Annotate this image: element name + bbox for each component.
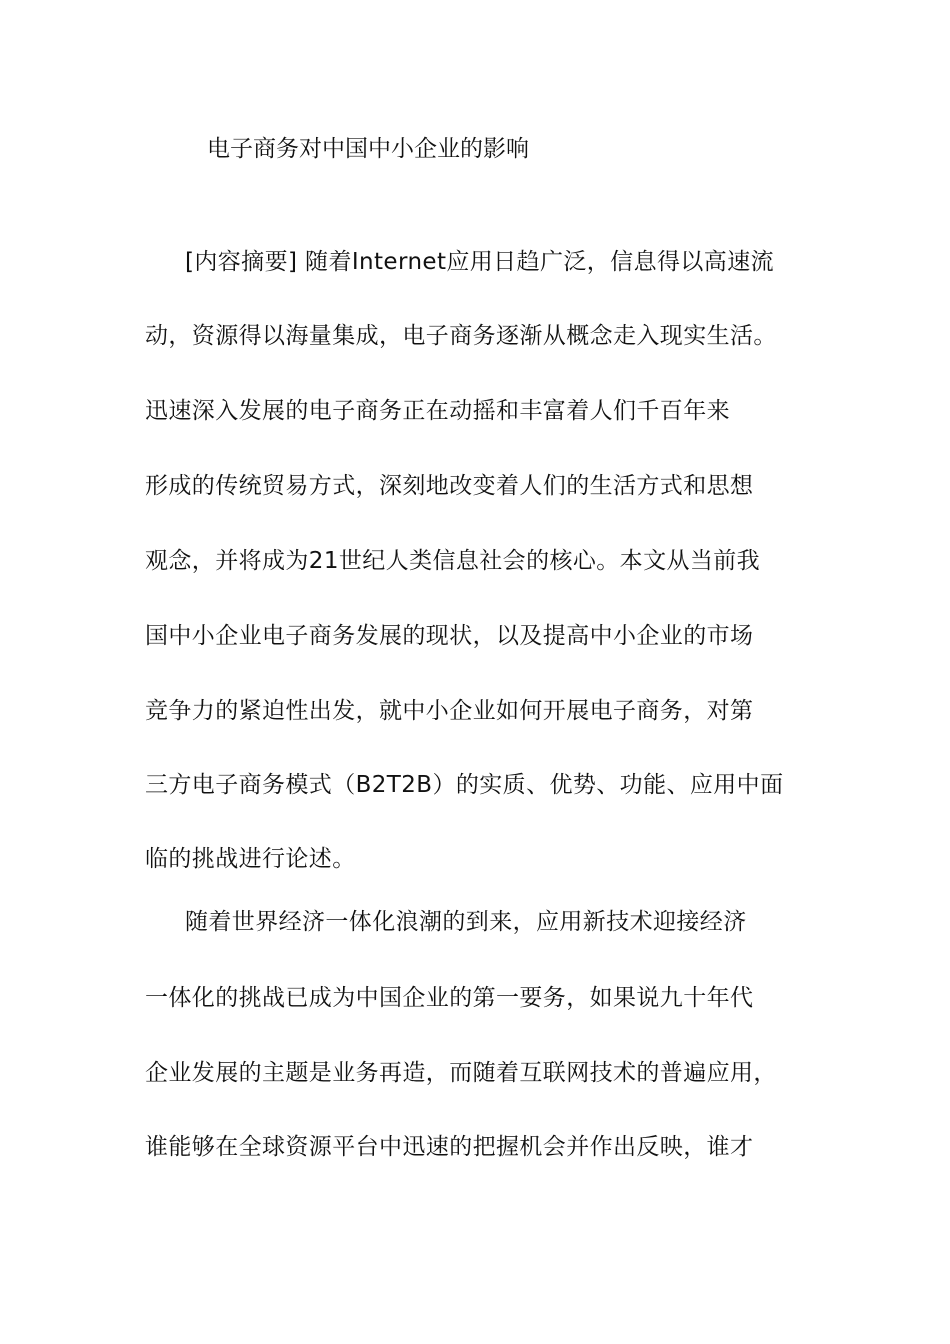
abstract-line: 临的挑战进行论述。 <box>145 846 356 872</box>
document-title: 电子商务对中国中小企业的影响 <box>207 136 529 162</box>
abstract-line: 竞争力的紧迫性出发，就中小企业如何开展电子商务，对第 <box>145 698 754 724</box>
abstract-line: [内容摘要] 随着Internet应用日趋广泛，信息得以高速流 <box>185 249 774 275</box>
body-line: 企业发展的主题是业务再造，而随着互联网技术的普遍应用， <box>145 1060 777 1086</box>
abstract-line: 三方电子商务模式（B2T2B）的实质、优势、功能、应用中面 <box>145 772 784 798</box>
abstract-line: 国中小企业电子商务发展的现状，以及提高中小企业的市场 <box>145 623 754 649</box>
abstract-line: 观念，并将成为21世纪人类信息社会的核心。本文从当前我 <box>145 548 761 574</box>
abstract-line: 迅速深入发展的电子商务正在动摇和丰富着人们千百年来 <box>145 398 730 424</box>
body-line: 一体化的挑战已成为中国企业的第一要务，如果说九十年代 <box>145 985 754 1011</box>
abstract-line: 形成的传统贸易方式，深刻地改变着人们的生活方式和思想 <box>145 473 754 499</box>
body-line: 谁能够在全球资源平台中迅速的把握机会并作出反映，谁才 <box>145 1134 754 1160</box>
body-line: 随着世界经济一体化浪潮的到来，应用新技术迎接经济 <box>185 909 747 935</box>
abstract-line: 动，资源得以海量集成，电子商务逐渐从概念走入现实生活。 <box>145 323 777 349</box>
